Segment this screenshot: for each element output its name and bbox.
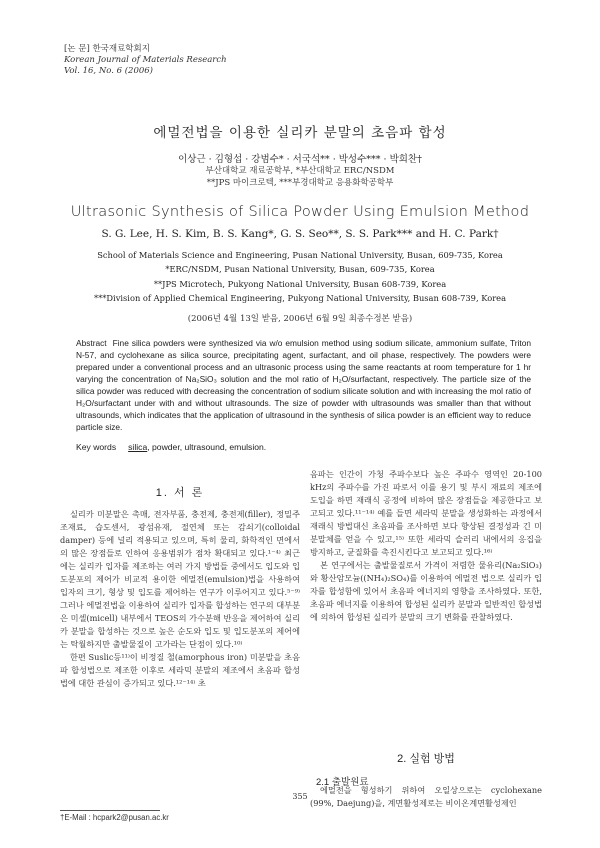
authors-korean: 이상근 · 김형섭 · 강범수* · 서국석** · 박성수*** · 박희찬† [178,154,422,165]
authors-english: S. G. Lee, H. S. Kim, B. S. Kang*, G. S. Seo**, S. S. Park*** and H. C. Park† [101,228,499,240]
footnote-rule [60,810,160,811]
journal-header [64,44,227,77]
intro-paragraph-1: 실리카 미분말은 촉매, 전자부품, 충전제, 충전제(filler), 정밀주조재료, 습도센서, 광섬유재, 절연체 또는 감쇠기(colloidal damper) 등에 널리 적용되고 있으며, 특히 물리, 화학적인 면에서의 많은 장점들로 인하여 응용범위가 점차 확대되고 있다.¹⁻⁴⁾ 최근에는 실리카 입자를 제조하는 여러 가지 방법들 중에서도 입도와 입도분포의 제어가 비교적 용이한 에멀전(emulsion)법을 사용하여 입자의 크기, 형상 및 입도를 제어하는 연구가 이루어지고 있다.⁵⁻⁹⁾ 그러나 에멀전법을 이용하여 실리카 입자를 합성하는 연구의 대부분은 미셀(micell) 내부에서 TEOS의 가수분해 반응을 제어하여 실리카 분말을 합성하는 것으로 높은 순도와 입도 및 입도분포의 제어에는 탁월하지만 출발물질이 고가라는 단점이 있다.¹⁰⁾ [60,509,300,649]
section-heading-experimental: 2. 실험 방법 [397,753,455,765]
title-korean: 에멀전법을 이용한 실리카 분말의 초음파 합성 [153,125,447,141]
left-column-body [60,508,300,690]
intro-paragraph-3: 음파는 인간이 가청 주파수보다 높은 주파수 영역인 20-100 kHz의 주파수를 가진 파로서 이를 용기 및 부시 재료의 제조에 도입을 하면 재래식 공정에 비하여 많은 장점들을 제공한다고 보고되고 있다.¹¹⁻¹⁴⁾ 예를 들면 세라믹 분말을 생성화하는 과정에서 재래식 방법대신 초음파를 조사하면 보다 향상된 결정성과 긴 미분말체를 얻을 수 있고,¹⁵⁾ 또한 세라믹 슬러리 내에서의 응집을 방지하고, 균질화를 촉진시킨다고 보고되고 있다.¹⁶⁾ [310,469,542,557]
intro-paragraph-2: 한편 Suslic등¹¹⁾이 비정질 철(amorphous iron) 미분말을 초음파 합성법으로 제조한 이후로 세라믹 분말의 제조에서 초음파 합성법에 대한 관심이 증가되고 있다.¹²⁻¹⁴⁾ 초 [60,652,300,688]
abstract [76,337,531,433]
affiliation-en-1: School of Materials Science and Engineering, Pusan National University, Busan, 609-735, Korea [97,250,503,260]
keyword-silica: silica [128,442,148,452]
intro-paragraph-4: 본 연구에서는 출발물질로서 가격이 저렴한 물유리(Na₂SiO₃)와 황산암모늄((NH₄)₂SO₄)를 이용하여 에멀전 법으로 실리카 입자를 합성함에 있어서 초음파 에너지의 영향을 조사하였다. 또한, 초음파 에너지를 이용하여 합성된 실리카 분말과 일반적인 합성법에 의하여 합성된 실리카 분말의 크기 변화를 관찰하였다. [310,560,542,622]
affiliations-korean [0,165,600,189]
abstract-label: Abstract [76,338,107,348]
keywords-label: Key words [76,442,117,452]
abstract-text: Fine silica powders were synthesized via w/o emulsion method using sodium silicate, ammonium sulfate, Triton N-57, and cyclohexane as silica source, precipitating agent, surfactant, and oil phase, respectively. The powders were prepared under a conventional process and an ultrasonic process using the same reactants at room temperature for 1 hr varying the concentration of Na₂SiO₃ solution and the mol ratio of H₂O/surfactant, respectively. The particle size of the silica powder was reduced with decreasing the concentration of sodium silicate solution and with increasing the mol ratio of H₂O/surfactant under with and without ultrasounds. The size of powder with ultrasounds was smaller than that without ultrasounds, which indicates that the application of ultrasound in the synthesis of silica powder is an efficient way to reduce particle size. [76,338,531,432]
footnote-email: †E-Mail : hcpark2@pusan.ac.kr [60,813,169,822]
affiliation-ko-2: **JPS 마이크로텍, ***부경대학교 응용화학공학부 [206,178,394,188]
journal-header-line1: [논 문] 한국재료학회지 [64,44,150,54]
keywords [76,442,266,452]
received-dates: (2006년 4월 13일 받음, 2006년 6월 9일 최종수정본 받음) [187,314,413,324]
journal-header-line2: Korean Journal of Materials Research [64,55,227,65]
page-number: 355 [292,792,308,801]
section-heading-introduction: 1. 서 론 [155,487,205,499]
affiliation-en-2: *ERC/NSDM, Pusan National University, Busan, 609-735, Korea [165,264,435,275]
title-english: Ultrasonic Synthesis of Silica Powder Using Emulsion Method [70,204,530,220]
affiliation-en-3: **JPS Microtech, Pukyong National University, Busan 608-739, Korea [153,278,447,289]
keywords-rest: , powder, ultrasound, emulsion. [147,442,267,452]
affiliations-english [0,248,600,305]
subsection-heading-materials: 2.1 출발원료 [316,777,369,788]
affiliation-ko-1: 부산대학교 재료공학부, *부산대학교 ERC/NSDM [205,166,395,176]
affiliation-en-4: ***Division of Applied Chemical Engineering, Pukyong National University, Busan 608-739, Korea [93,292,507,303]
materials-paragraph: 에멀전을 형성하기 위하여 오일상으로는 cyclohexane (99%, Daejung)을, 계면활성제로는 비이온계면활성제인 [310,785,542,808]
journal-header-line3: Vol. 16, No. 6 (2006) [64,66,154,76]
right-column-body [310,468,542,624]
